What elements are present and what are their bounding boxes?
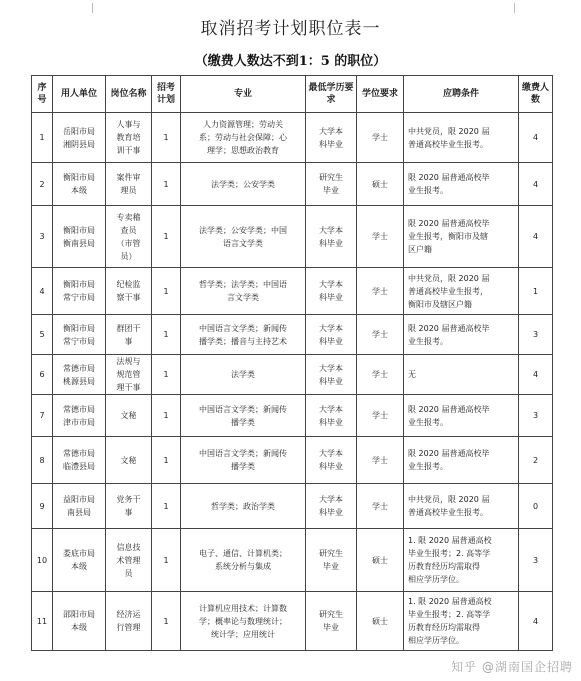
cell-degree: 学士 [357,484,404,529]
cell-cond: 中共党员，限 2020 届 普通高校毕业生报考。 [404,484,519,529]
column-header: 学位要求 [357,76,404,113]
cell-plan: 1 [152,355,181,395]
cell-unit: 衡阳市局 衡南县局 [53,206,106,268]
cell-cond: 限 2020 届普通高校毕 业生报考。 [404,395,519,437]
cell-post: 信息技 术管理 员 [106,529,152,592]
cell-no: 4 [32,268,53,315]
cell-major: 中国语言文学类；新闻传 播学类 [181,437,306,484]
cell-major: 哲学类；政治学类 [181,484,306,529]
column-header: 招考计划 [152,76,181,113]
table-row [32,437,553,484]
cell-unit: 衡阳市局 常宁市局 [53,268,106,315]
cell-major: 电子、通信、计算机类； 系统分析与集成 [181,529,306,592]
cell-paid: 1 [519,268,553,315]
cell-no: 9 [32,484,53,529]
cell-plan: 1 [152,113,181,163]
cell-major: 计算机应用技术；计算数 学；概率论与数理统计； 统计学；应用统计 [181,592,306,651]
column-header: 专业 [181,76,306,113]
cell-cond: 中共党员，限 2020 届 普通高校毕业生报考。 [404,113,519,163]
cell-post: 纪检监 察干事 [106,268,152,315]
cell-edu: 大学本 科毕业 [306,355,357,395]
position-table [31,75,553,651]
cell-edu: 大学本 科毕业 [306,315,357,355]
cell-edu: 研究生 毕业 [306,163,357,206]
cell-unit: 衡阳市局 本级 [53,163,106,206]
cell-paid: 4 [519,355,553,395]
cell-plan: 1 [152,437,181,484]
cell-unit: 邵阳市局 本级 [53,592,106,651]
cell-no: 2 [32,163,53,206]
cell-paid: 3 [519,395,553,437]
document-subtitle: （缴费人数达不到1：5 的职位） [194,54,387,69]
cell-no: 7 [32,395,53,437]
cell-unit: 益阳市局 南县局 [53,484,106,529]
cell-cond: 限 2020 届普通高校毕 业生报考。 [404,163,519,206]
cell-degree: 学士 [357,206,404,268]
page-corner-mark-right [514,3,525,13]
cell-unit: 常德市局 津市市局 [53,395,106,437]
cell-post: 经济运 行管理 [106,592,152,651]
cell-degree: 学士 [357,437,404,484]
cell-post: 文秘 [106,395,152,437]
cell-unit: 岳阳市局 湘阴县局 [53,113,106,163]
cell-edu: 研究生 毕业 [306,529,357,592]
cell-post: 群团干 事 [106,315,152,355]
cell-no: 8 [32,437,53,484]
cell-cond: 无 [404,355,519,395]
cell-major: 中国语言文学类；新闻传 播学类；播音与主持艺术 [181,315,306,355]
cell-no: 10 [32,529,53,592]
cell-edu: 大学本 科毕业 [306,206,357,268]
cell-no: 3 [32,206,53,268]
cell-cond: 中共党员，限 2020 届 普通高校毕业生报考， 衡阳市及辖区户籍 [404,268,519,315]
cell-plan: 1 [152,315,181,355]
column-header: 序号 [32,76,53,113]
cell-no: 5 [32,315,53,355]
cell-no: 1 [32,113,53,163]
table-row [32,395,553,437]
cell-paid: 4 [519,113,553,163]
cell-cond: 限 2020 届普通高校毕 业生报考。 [404,437,519,484]
cell-no: 6 [32,355,53,395]
cell-major: 法学类；公安学类；中国 语言文学类 [181,206,306,268]
column-header: 最低学历要求 [306,76,357,113]
cell-degree: 硕士 [357,592,404,651]
page-corner-mark-left [82,3,93,13]
cell-unit: 娄底市局 本级 [53,529,106,592]
cell-paid: 3 [519,529,553,592]
table-row [32,484,553,529]
column-header: 缴费人数 [519,76,553,113]
cell-paid: 3 [519,315,553,355]
cell-post: 案件审 理员 [106,163,152,206]
cell-degree: 硕士 [357,163,404,206]
table-row [32,529,553,592]
cell-plan: 1 [152,268,181,315]
cell-edu: 大学本 科毕业 [306,113,357,163]
cell-degree: 学士 [357,355,404,395]
cell-major: 法学类；公安学类 [181,163,306,206]
cell-unit: 常德市局 桃源县局 [53,355,106,395]
cell-major: 人力资源管理；劳动关 系；劳动与社会保障；心 理学；思想政治教育 [181,113,306,163]
column-header: 用人单位 [53,76,106,113]
cell-major: 哲学类；法学类；中国语 言文学类 [181,268,306,315]
cell-plan: 1 [152,163,181,206]
table-row [32,315,553,355]
cell-cond: 限 2020 届普通高校毕 业生报考，衡阳市及辖 区户籍 [404,206,519,268]
cell-post: 法规与 规范管 理干事 [106,355,152,395]
cell-paid: 4 [519,592,553,651]
table-body [32,113,553,651]
cell-degree: 硕士 [357,529,404,592]
table-row [32,592,553,651]
cell-major: 法学类 [181,355,306,395]
cell-paid: 4 [519,163,553,206]
cell-degree: 学士 [357,395,404,437]
table-row [32,355,553,395]
table-row [32,268,553,315]
cell-edu: 大学本 科毕业 [306,395,357,437]
column-header: 应聘条件 [404,76,519,113]
cell-cond: 1. 限 2020 届普通高校 毕业生报考；2. 高等学 历教育经历均需取得 相应学历学位。 [404,592,519,651]
cell-cond: 1. 限 2020 届普通高校 毕业生报考；2. 高等学 历教育经历均需取得 相应学历学位。 [404,529,519,592]
cell-post: 党务干 事 [106,484,152,529]
cell-degree: 学士 [357,113,404,163]
cell-paid: 2 [519,437,553,484]
table-row [32,206,553,268]
cell-cond: 限 2020 届普通高校毕 业生报考。 [404,315,519,355]
cell-paid: 0 [519,484,553,529]
cell-unit: 常德市局 临澧县局 [53,437,106,484]
document-title: 取消招考计划职位表一 [200,19,381,39]
watermark: 知乎 @湖南国企招聘 [451,660,573,674]
cell-degree: 学士 [357,315,404,355]
table-row [32,163,553,206]
cell-plan: 1 [152,592,181,651]
cell-post: 专卖稽 查员 （市管 员） [106,206,152,268]
column-header: 岗位名称 [106,76,152,113]
cell-edu: 研究生 毕业 [306,592,357,651]
table-row [32,113,553,163]
cell-post: 文秘 [106,437,152,484]
cell-no: 11 [32,592,53,651]
cell-plan: 1 [152,529,181,592]
cell-edu: 大学本 科毕业 [306,484,357,529]
cell-degree: 学士 [357,268,404,315]
cell-major: 中国语言文学类；新闻传 播学类 [181,395,306,437]
cell-edu: 大学本 科毕业 [306,437,357,484]
cell-plan: 1 [152,484,181,529]
cell-unit: 衡阳市局 常宁市局 [53,315,106,355]
header-row [32,76,553,113]
cell-post: 人事与 教育培 训干事 [106,113,152,163]
cell-edu: 大学本 科毕业 [306,268,357,315]
cell-plan: 1 [152,206,181,268]
cell-paid: 4 [519,206,553,268]
cell-plan: 1 [152,395,181,437]
